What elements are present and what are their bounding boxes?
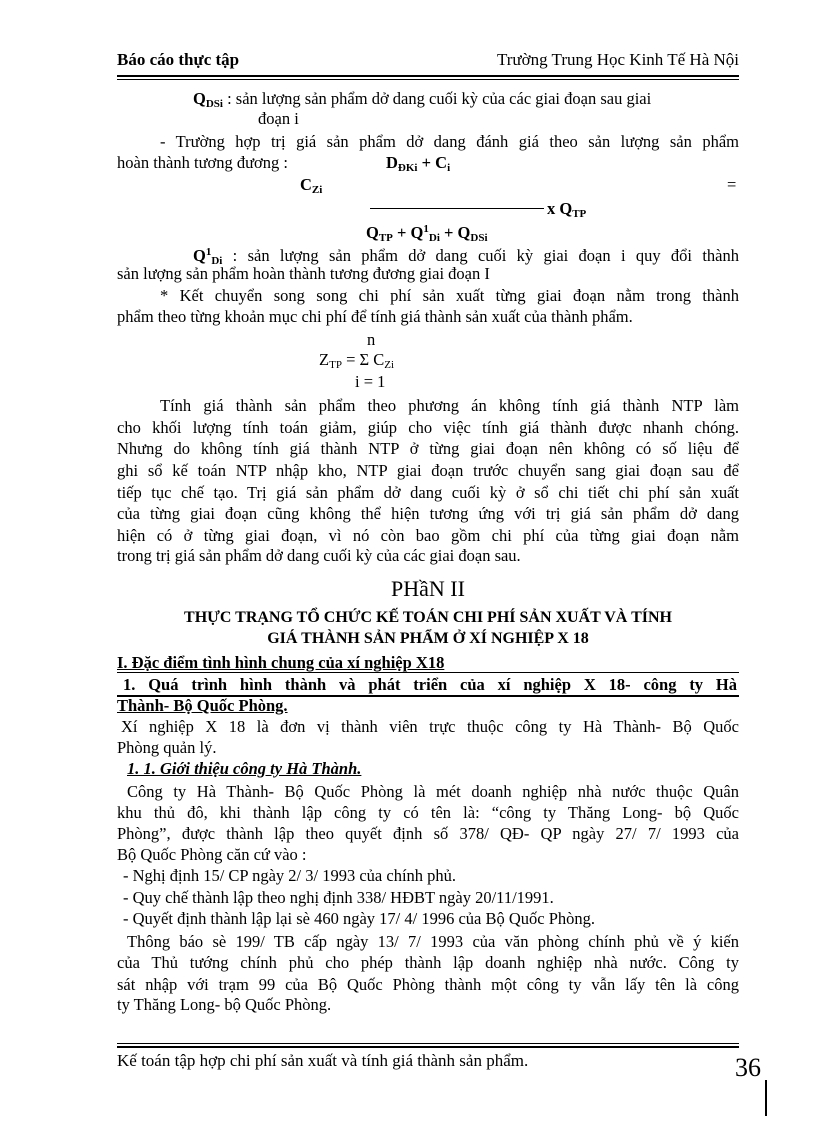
- header-rule-thin: [117, 79, 739, 80]
- sum-formula: $Z_{TP} = \Sigma$ $C_{Zi}$: [319, 350, 395, 371]
- formula-lhs: $C_{Zi}$: [300, 175, 323, 196]
- para-line: tiếp tục chế tạo. Trị giá sản phẩm dở dang cuối kỳ ở sổ chi tiết chi phí sản xuất: [117, 483, 739, 502]
- ket-chuyen-line2: phẩm theo từng khoản mục chi phí để tính giá thành sản xuất của thành phẩm.: [117, 307, 633, 326]
- page-header: [117, 50, 739, 74]
- bullet-item: - Nghị định 15/ CP ngày 2/ 3/ 1993 của chính phủ.: [123, 866, 457, 885]
- header-left: Báo cáo thực tập: [117, 50, 240, 69]
- section-I-heading: I. Đặc điểm tình hình chung của xí nghiệp X18: [117, 653, 445, 672]
- bullet-item: - Quy chế thành lập theo nghị định 338/ HĐBT ngày 20/11/1991.: [123, 888, 554, 907]
- para-line: Nhưng do không tính giá thành NTP ở từng giai đoạn nên không có số liệu để: [117, 439, 739, 458]
- case2-line2: hoàn thành tương đương :: [117, 153, 288, 172]
- intro-line1: Xí nghiệp X 18 là đơn vị thành viên trực thuộc công ty Hà Thành- Bộ Quốc: [121, 717, 739, 736]
- sum-lower-limit: i = 1: [355, 372, 386, 391]
- para-line: hiện có ở từng giai đoạn, vì nó còn bao gồm chi phí của từng giai đoạn nằm: [117, 526, 739, 545]
- para-line: Thông báo sè 199/ TB cấp ngày 13/ 7/ 1993 của văn phòng chính phủ về ý kiến: [127, 932, 739, 951]
- page-number: 36: [735, 1053, 761, 1082]
- page-edge-rule: [765, 1080, 767, 1116]
- footer-text: Kế toán tập hợp chi phí sản xuất và tính giá thành sản phẩm.: [117, 1051, 529, 1070]
- formula-numerator: $D_{ĐKi} + C_i$: [386, 153, 451, 174]
- para-line: Phòng”, được thành lập theo quyết định số 378/ QĐ- QP ngày 27/ 7/ 1993 của: [117, 824, 739, 843]
- formula-denominator: $Q_{TP} + Q^1_{Di} + Q_{DSi}$: [366, 223, 488, 244]
- part-title: PHầN II: [391, 576, 465, 601]
- sum-upper-limit: n: [367, 330, 376, 349]
- qdsi-definition: $Q_{DSi}$ : sản lượng sản phẩm dở dang cuối kỳ của các giai đoạn sau giai: [193, 89, 652, 110]
- para-line: ghi sổ kế toán NTP nhập kho, NTP giai đoạn trước chuyển sang giai đoạn sau để: [117, 461, 739, 480]
- section-1-heading-line1: 1. Quá trình hình thành và phát triển của xí nghiệp X 18- công ty Hà: [123, 675, 737, 694]
- para-line: ty Thăng Long- bộ Quốc Phòng.: [117, 995, 332, 1014]
- section-1-rule-top: [117, 672, 739, 673]
- section-1-1-heading: 1. 1. Giới thiệu công ty Hà Thành.: [127, 759, 362, 778]
- fraction-bar: [370, 208, 544, 209]
- q1di-definition: $Q^1_{Di}$ : sản lượng sản phẩm dở dang cuối kỳ giai đoạn i quy đổi thành: [193, 246, 739, 267]
- ket-chuyen-line1: * Kết chuyển song song chi phí sản xuất từng giai đoạn nằm trong thành: [160, 286, 739, 305]
- formula-equals: =: [727, 175, 737, 194]
- para-line: của từng giai đoạn cũng không thể hiện tương ứng với trị giá sản phẩm dở dang: [117, 504, 739, 523]
- formula-multiplier: x $Q_{TP}$: [547, 199, 587, 220]
- para-line: Công ty Hà Thành- Bộ Quốc Phòng là mét doanh nghiệp nhà nước thuộc Quân: [127, 782, 739, 801]
- part-subtitle-line2: GIÁ THÀNH SẢN PHẨM Ở XÍ NGHIỆP X 18: [267, 630, 589, 647]
- qdsi-definition-cont: đoạn i: [258, 109, 299, 128]
- intro-line2: Phòng quản lý.: [117, 738, 217, 757]
- para-line: trong trị giá sản phẩm dở dang cuối kỳ của các giai đoạn sau.: [117, 546, 521, 565]
- footer-rule-thin: [117, 1043, 739, 1044]
- section-1-heading-line2: Thành- Bộ Quốc Phòng.: [117, 696, 288, 715]
- header-right: Trường Trung Học Kinh Tế Hà Nội: [496, 50, 739, 69]
- para-line: khu thủ đô, khi thành lập công ty có tên là: “công ty Thăng Long- bộ Quốc: [117, 803, 739, 822]
- para-line: của Thủ tướng chính phủ cho phép thành lập doanh nghiệp nhà nước. Công ty: [117, 953, 739, 972]
- para-line: Tính giá thành sản phẩm theo phương án không tính giá thành NTP làm: [160, 396, 739, 415]
- para-line: Bộ Quốc Phòng căn cứ vào :: [117, 845, 307, 864]
- part-subtitle-line1: THỰC TRẠNG TỔ CHỨC KẾ TOÁN CHI PHÍ SẢN XUẤT VÀ TÍNH: [184, 609, 672, 626]
- para-line: cho khối lượng tính toán giảm, giúp cho việc tính giá thành được nhanh chóng.: [117, 418, 739, 437]
- bullet-item: - Quyết định thành lập lại sè 460 ngày 17/ 4/ 1996 của Bộ Quốc Phòng.: [123, 909, 596, 928]
- footer-rule-thick: [117, 1046, 739, 1048]
- case2-line1: - Trường hợp trị giá sản phẩm dở dang đánh giá theo sản lượng sản phẩm: [160, 132, 739, 151]
- para-line: sát nhập với trạm 99 của Bộ Quốc Phòng thành một công ty vẫn lấy tên là công: [117, 975, 739, 994]
- header-rule-thick: [117, 75, 739, 77]
- q1di-definition-cont: sản lượng sản phẩm hoàn thành tương đương giai đoạn I: [117, 264, 490, 283]
